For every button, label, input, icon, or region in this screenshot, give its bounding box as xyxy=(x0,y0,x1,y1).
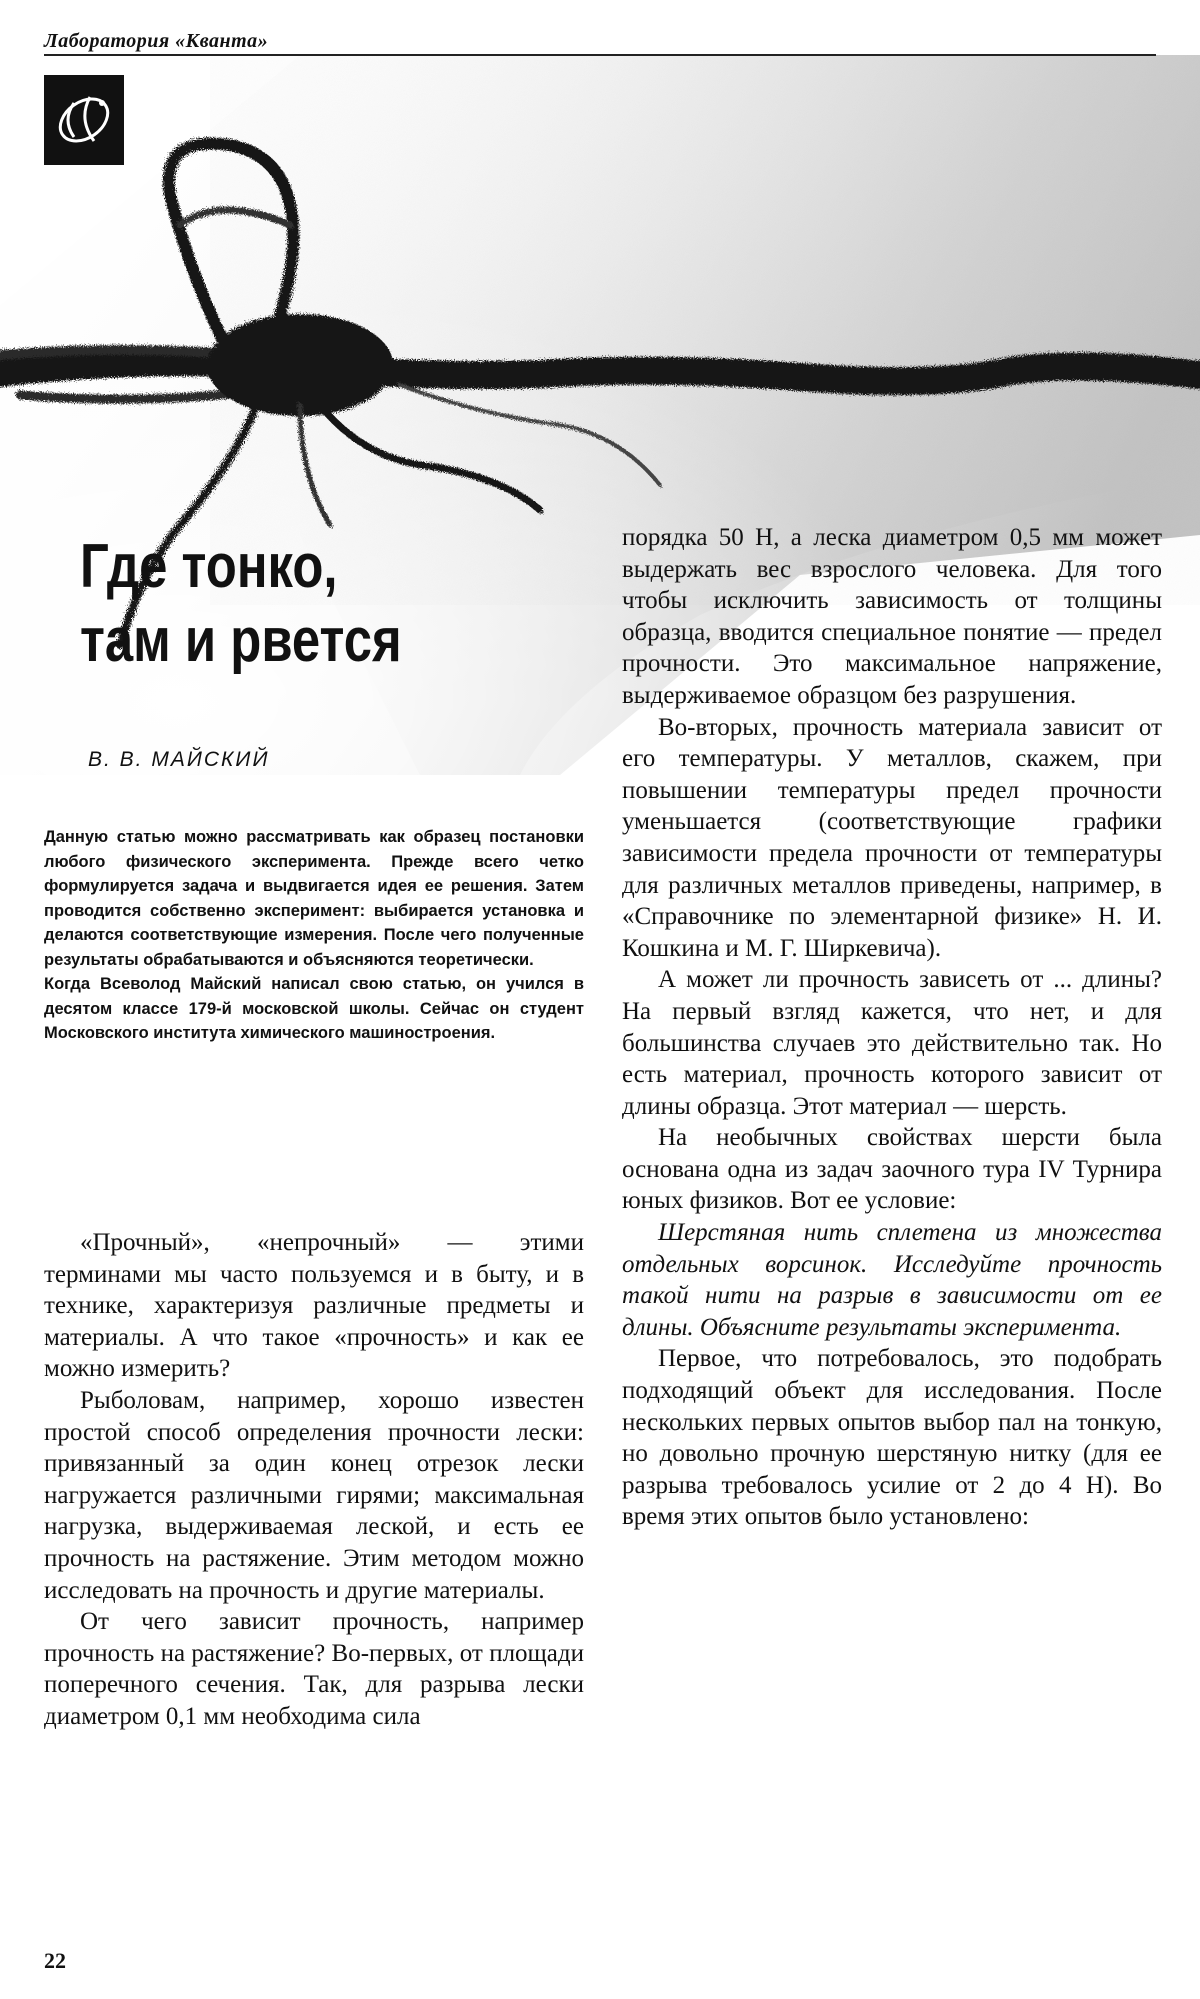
article-title-line-1: Где тонко, xyxy=(80,532,338,601)
body-paragraph: От чего зависит прочность, например прочность на растяжение? Во-первых, от площади поперечного сечения. Так, для разрыва лески диаметром 0,1 мм необходима сила xyxy=(44,1608,584,1730)
task-statement: Шерстяная нить сплетена из множества отдельных ворсинок. Исследуйте прочность такой нити на разрыв в зависимости от ее длины. Объясните результаты эксперимента. xyxy=(622,1219,1162,1341)
article-title xyxy=(80,530,402,678)
header-rule xyxy=(44,54,1156,56)
article-author: В. В. МАЙСКИЙ xyxy=(88,748,270,771)
lead-paragraph: Данную статью можно рассматривать как образец постановки любого физического эксперимента. Прежде всего четко формулируется задача и выдвигается идея ее решения. Затем проводится собственно эксперимент: выбирается установка и делаются соответствующие измерения. После чего полученные результаты обрабатываются и объясняются теоретически. xyxy=(44,828,584,969)
section-title: Лаборатория «Кванта» xyxy=(44,30,269,52)
left-column xyxy=(44,1227,584,1733)
body-paragraph: Во-вторых, прочность материала зависит от его температуры. У металлов, скажем, при повышении температуры предел прочности уменьшается (соответствующие графики зависимости предела прочности от температуры для различных металлов приведены, например, в «Справочнике по элементарной физике» Н. И. Кошкина и М. Г. Ширкевича). xyxy=(622,713,1162,962)
body-paragraph: Рыболовам, например, хорошо известен простой способ определения прочности лески: привязанный за один конец отрезок лески нагружается различными гирями; максимальная нагрузка, выдерживаемая леской, и есть ее прочность на растяжение. Этим методом можно исследовать на прочность и другие материалы. xyxy=(44,1386,584,1604)
right-column xyxy=(622,522,1162,1533)
article-lead xyxy=(44,825,584,1046)
body-paragraph: А может ли прочность зависеть от ... длины? На первый взгляд кажется, что нет, и для большинства случаев это действительно так. Но есть материал, прочность которого зависит от длины образца. Этот материал — шерсть. xyxy=(622,966,1162,1120)
body-paragraph: Первое, что потребовалось, это подобрать подходящий объект для исследования. После нескольких первых опытов выбор пал на тонкую, но довольно прочную шерстяную нитку (для ее разрыва требовалось усилие от 2 до 4 Н). Во время этих опытов было установлено: xyxy=(622,1345,1162,1531)
lead-paragraph: Когда Всеволод Майский написал свою статью, он учился в десятом классе 179-й московской школы. Сейчас он студент Московского института химического машиностроения. xyxy=(44,975,584,1042)
body-paragraph: На необычных свойствах шерсти была основана одна из задач заочного тура IV Турнира юных физиков. Вот ее условие: xyxy=(622,1124,1162,1215)
article-title-line-2: там и рвется xyxy=(80,606,402,675)
body-paragraph: «Прочный», «непрочный» — этими терминами мы часто пользуемся и в быту, и в технике, характеризуя различные предметы и материалы. А что такое «прочность» и как ее можно измерить? xyxy=(44,1229,584,1383)
kvant-lab-logo-icon xyxy=(44,75,124,165)
page-number: 22 xyxy=(44,1948,66,1973)
body-paragraph-continued: порядка 50 Н, а леска диаметром 0,5 мм может выдержать вес взрослого человека. Для того чтобы исключить зависимость от толщины образца, вводится специальное понятие — предел прочности. Это максимальное напряжение, выдерживаемое образцом без разрушения. xyxy=(622,524,1162,709)
